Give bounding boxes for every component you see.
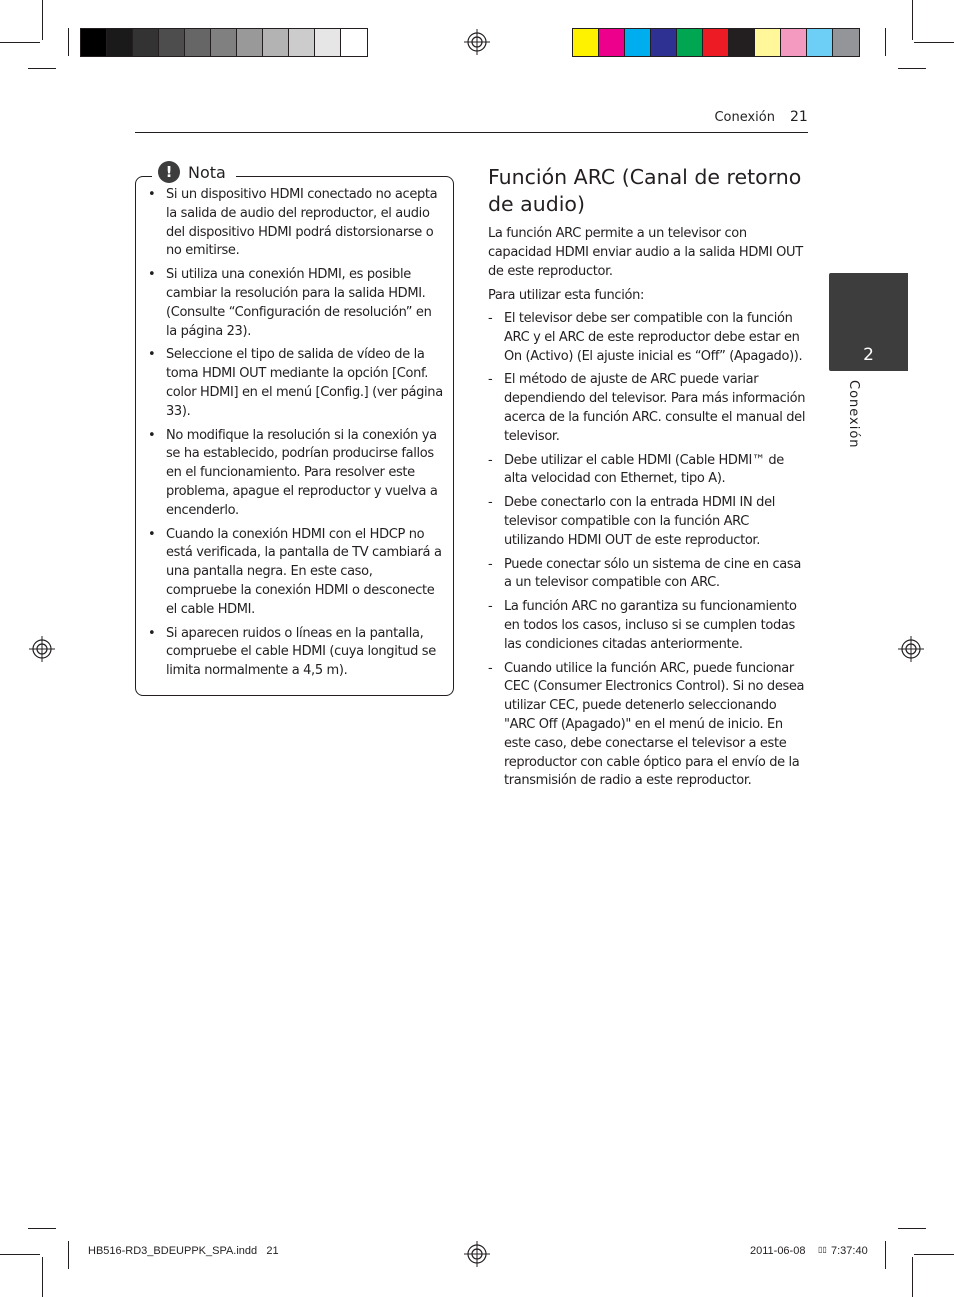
bullet-icon: • xyxy=(148,526,156,542)
page-number: 21 xyxy=(790,109,808,125)
exclamation-icon: ! xyxy=(158,161,180,183)
list-item-text: El método de ajuste de ARC puede variar dependiendo del televisor. Para más información acerca de la función ARC. consulte el manual del televisor. xyxy=(504,372,806,444)
list-item: - El televisor debe ser compatible con la función ARC y el ARC de este reproductor debe estar en On (Activo) (El ajuste inicial es “Off” (Apagado)). xyxy=(488,311,803,364)
requirements-list xyxy=(488,310,810,796)
crop-mark xyxy=(912,1257,913,1297)
list-item-text: Debe conectarlo con la entrada HDMI IN del televisor compatible con la función ARC utilizando HDMI OUT de este reproductor. xyxy=(504,495,775,548)
note-item xyxy=(148,186,443,261)
note-heading xyxy=(152,158,236,186)
crop-mark xyxy=(42,0,43,40)
registration-mark-icon xyxy=(464,29,490,55)
color-swatch xyxy=(781,29,807,56)
chapter-tab xyxy=(829,273,908,371)
chapter-number: 2 xyxy=(863,345,874,365)
chapter-label: Conexión xyxy=(846,380,861,449)
lead-paragraph: Para utilizar esta función: xyxy=(488,288,645,303)
registration-mark-icon xyxy=(898,636,924,662)
list-item-text: Debe utilizar el cable HDMI (Cable HDMI™ de alta velocidad con Ethernet, tipo A). xyxy=(504,452,784,487)
bullet-icon: • xyxy=(148,187,156,202)
color-swatch xyxy=(185,29,211,56)
note-item-text: Si aparecen ruidos o líneas en la pantalla, compruebe el cable HDMI (cuya longitud se limita normalmente a 4,5 m). xyxy=(166,625,436,679)
crop-mark xyxy=(42,1257,43,1297)
note-list xyxy=(148,186,443,686)
crop-mark xyxy=(885,1241,886,1269)
intro-paragraph: La función ARC permite a un televisor con capacidad HDMI enviar audio a la salida HDMI OUT de este reproductor. xyxy=(488,226,803,279)
list-item: - La función ARC no garantiza su funcionamiento en todos los casos, incluso si se cumplen todas las condiciones citadas anteriormente. xyxy=(488,599,797,652)
crop-mark xyxy=(68,28,69,56)
color-swatch xyxy=(599,29,625,56)
list-item: - Debe conectarlo con la entrada HDMI IN del televisor compatible con la función ARC utilizando HDMI OUT de este reproductor. xyxy=(488,495,775,548)
note-item xyxy=(148,625,443,681)
crop-mark xyxy=(898,68,926,69)
note-item xyxy=(148,526,443,620)
color-swatch xyxy=(81,29,107,56)
list-item: - Debe utilizar el cable HDMI (Cable HDMI™ de alta velocidad con Ethernet, tipo A). xyxy=(488,452,784,487)
crop-mark xyxy=(0,42,40,43)
crop-mark xyxy=(28,1228,56,1229)
crop-mark xyxy=(914,42,954,43)
crop-mark xyxy=(68,1241,69,1269)
color-swatch xyxy=(729,29,755,56)
note-item-text: Seleccione el tipo de salida de vídeo de la toma HDMI OUT mediante la opción [Conf. color HDMI] en el menú [Config.] (ver página 33). xyxy=(166,347,443,419)
bullet-icon: • xyxy=(148,347,156,363)
bullet-icon: • xyxy=(148,625,156,641)
color-swatch xyxy=(651,29,677,56)
gray-calibration-bar xyxy=(80,28,368,57)
registration-mark-icon xyxy=(29,636,55,662)
color-swatch xyxy=(677,29,703,56)
color-swatch xyxy=(625,29,651,56)
list-item: - El método de ajuste de ARC puede variar dependiendo del televisor. Para más información acerca de la función ARC. consulte el manual del televisor. xyxy=(488,372,806,444)
slug-date: 2011-06-08 xyxy=(750,1245,806,1257)
color-swatch xyxy=(703,29,729,56)
note-item xyxy=(148,346,443,421)
crop-mark xyxy=(885,28,886,56)
color-swatch xyxy=(755,29,781,56)
list-item-text: Puede conectar sólo un sistema de cine en casa a un televisor compatible con ARC. xyxy=(504,556,801,591)
color-swatch xyxy=(315,29,341,56)
running-header-section: Conexión xyxy=(714,110,775,125)
slug-glyph: ▯▯ xyxy=(818,1245,827,1254)
crop-mark xyxy=(912,0,913,40)
color-calibration-bar xyxy=(572,28,860,57)
section-title: Función ARC (Canal de retorno de audio) xyxy=(488,165,802,216)
slug-time: 7:37:40 xyxy=(831,1245,868,1257)
list-item-text: El televisor debe ser compatible con la función ARC y el ARC de este reproductor debe estar en On (Activo) (El ajuste inicial es “Off” (Apagado)). xyxy=(504,311,803,364)
note-item-text: Si un dispositivo HDMI conectado no acepta la salida de audio del reproductor, el audio del dispositivo HDMI podrá distorsionarse o no emitirse. xyxy=(166,187,438,259)
note-item xyxy=(148,266,443,341)
note-item-text: Cuando la conexión HDMI con el HDCP no está verificada, la pantalla de TV cambiará a una pantalla negra. En este caso, compruebe la conexión HDMI o desconecte el cable HDMI. xyxy=(166,526,442,617)
color-swatch xyxy=(263,29,289,56)
color-swatch xyxy=(341,29,367,56)
color-swatch xyxy=(807,29,833,56)
color-swatch xyxy=(237,29,263,56)
color-swatch xyxy=(573,29,599,56)
crop-mark xyxy=(28,68,56,69)
color-swatch xyxy=(211,29,237,56)
color-swatch xyxy=(833,29,859,56)
note-title: Nota xyxy=(188,162,226,182)
crop-mark xyxy=(914,1254,954,1255)
list-item: - Puede conectar sólo un sistema de cine en casa a un televisor compatible con ARC. xyxy=(488,556,801,591)
crop-mark xyxy=(898,1228,926,1229)
color-swatch xyxy=(133,29,159,56)
color-swatch xyxy=(289,29,315,56)
note-item xyxy=(148,427,443,521)
bullet-icon: • xyxy=(148,427,156,443)
crop-mark xyxy=(0,1254,40,1255)
bullet-icon: • xyxy=(148,267,156,283)
note-item-text: No modifique la resolución si la conexión ya se ha establecido, podrían producirse fallos en el funcionamiento. Para resolver este problema, apague el reproductor y vuelva a encenderlo. xyxy=(166,427,438,518)
list-item-text: La función ARC no garantiza su funcionamiento en todos los casos, incluso si se cumplen todas las condiciones citadas anteriormente. xyxy=(504,599,797,652)
note-item-text: Si utiliza una conexión HDMI, es posible cambiar la resolución para la salida HDMI. (Consulte “Configuración de resolución” en la página 23). xyxy=(166,267,432,339)
registration-mark-icon xyxy=(464,1241,490,1267)
header-rule xyxy=(135,132,808,133)
color-swatch xyxy=(159,29,185,56)
list-item-text: Cuando utilice la función ARC, puede funcionar CEC (Consumer Electronics Control). Si no desea utilizar CEC, puede detenerlo seleccionando "ARC Off (Apagado)" en el menú de inicio. En este caso, debe conectarse el televisor a este reproductor con cable óptico para el envío de la transmisión de radio a este reproductor. xyxy=(504,660,805,789)
list-item: - Cuando utilice la función ARC, puede funcionar CEC (Consumer Electronics Control). Si no desea utilizar CEC, puede detenerlo seleccionando "ARC Off (Apagado)" en el menú de inicio. En este caso, debe conectarse el televisor a este reproductor con cable óptico para el envío de la transmisión de radio a este reproductor. xyxy=(488,660,805,789)
slug-filename: HB516-RD3_BDEUPPK_SPA.indd 21 xyxy=(88,1245,279,1257)
color-swatch xyxy=(107,29,133,56)
